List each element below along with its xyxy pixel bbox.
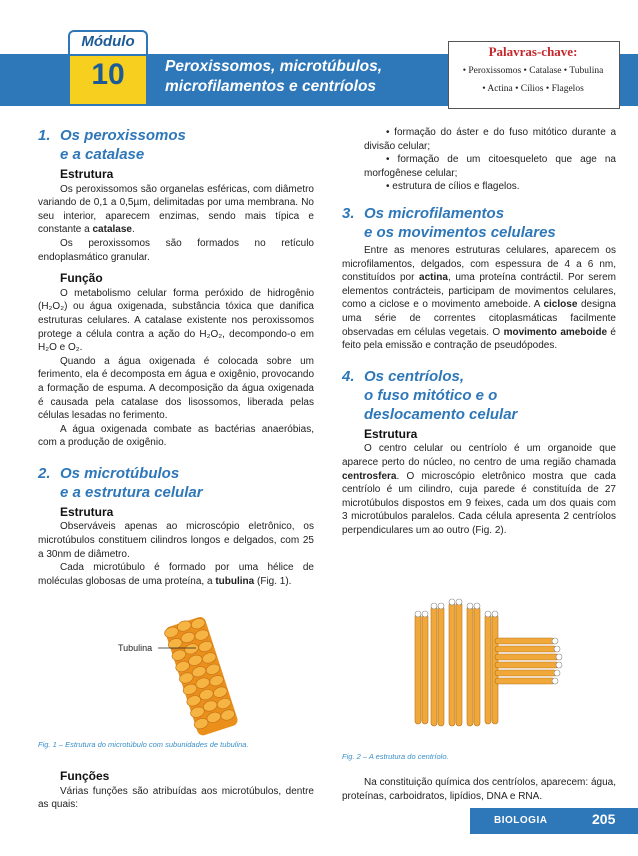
paragraph: Na constituição química dos centríolos, aparecem: água, proteínas, carboidratos, lipídios, DNA e RNA. (342, 777, 616, 802)
microtubule-figure (110, 612, 310, 737)
keywords-line-1: • Peroxissomos • Catalase • Tubulina (462, 66, 604, 76)
figure-2-caption: Fig. 2 – A estrutura do centríolo. (342, 752, 449, 761)
figure-1-caption: Fig. 1 – Estrutura do microtúbulo com subunidades de tubulina. (38, 740, 249, 749)
section-4-heading: 4. Os centríolos, o fuso mitótico e o deslocamento celular (342, 367, 518, 423)
paragraph: Observáveis apenas ao microscópio eletrônico, os microtúbulos constituem cilindros longos e delgados, com 25 a 30nm de diâmetro. (38, 521, 314, 560)
right-column (342, 126, 616, 537)
microtubule-illustration (163, 615, 239, 737)
keywords-line-2: • Actina • Cílios • Flagelos (482, 84, 584, 94)
paragraph: Os peroxissomos são organelas esféricas, com diâmetro variando de 0,1 a 0,5µm, delimitadas por uma membrana. No seu interior, aparecem enzimas, sendo mais típica e constante a catalase. (38, 183, 314, 236)
section-2-estrutura: Estrutura (60, 504, 114, 519)
left-column-bottom (38, 766, 314, 812)
section-1-heading: 1. Os peroxissomos e a catalase (38, 127, 186, 163)
centriole-vertical (415, 599, 498, 726)
tubulina-label: Tubulina (118, 643, 153, 653)
section-4-estrutura: Estrutura (364, 426, 418, 441)
title-line-2: microfilamentos e centríolos (165, 78, 377, 95)
centriole-horizontal (495, 638, 562, 684)
paragraph: Os peroxissomos são formados no retículo endoplasmático granular. (38, 237, 314, 263)
paragraph: O metabolismo celular forma peróxido de hidrogênio (H₂O₂) ou água oxigenada, substância tóxica que danifica estruturas celulares. A catalase existente nos peroxissomos protege a célula contra a ação do H₂O₂, decompondo-o em H₂O e O₂. (38, 287, 314, 354)
centriole-figure (395, 584, 575, 744)
section-3-heading: 3. Os microfilamentos e os movimentos celulares (342, 204, 556, 241)
right-column-bottom (342, 776, 616, 803)
paragraph: Cada microtúbulo é formado por uma hélice de moléculas globosas de uma proteína, a tubulina (Fig. 1). (38, 562, 314, 587)
section-2-heading: 2. Os microtúbulos e a estrutura celular (38, 464, 203, 501)
keywords-title: Palavras-chave: (488, 44, 578, 59)
section-2-funcoes: Funções (60, 769, 110, 783)
paragraph: Várias funções são atribuídas aos microtúbulos, dentre as quais: (38, 785, 314, 811)
paragraph: Entre as menores estruturas celulares, aparecem os microfilamentos, delgados, com espessura de 4 a 6 nm, constituídos por actina, uma proteína contráctil. Por serem elementos contrácteis, participam de movimentos celulares, como a ciclose e o movimento ameboide. A ciclose designa uma série de correntes citoplasmáticas facilmente observadas em células vegetais. O movimento ameboide é feito pela emissão e contração de pseudópodes. (342, 244, 616, 352)
paragraph: Quando a água oxigenada é colocada sobre um ferimento, ela é decomposta em água e oxigênio, provocando a formação de espuma. A decomposição da água oxigenada é causada pela catalase dos lisossomos, liberada pelas células lesadas no ferimento. (38, 355, 314, 422)
paragraph: O centro celular ou centríolo é um organoide que aparece perto do núcleo, no centro de uma região chamada centrosfera. O microscópio eletrônico mostra que cada centríolo é um cilindro, cuja parede é constituída de 27 microtúbulos dispostos em 9 feixes, cada um dos quais com 3 microtúbulos paralelos. Cada célula apresenta 2 centríolos perpendiculares um ao outro (Fig. 2). (342, 443, 616, 536)
section-1-estrutura: Estrutura (60, 167, 114, 181)
title-line-1: Peroxissomos, microtúbulos, (165, 58, 383, 75)
bullet-item: • formação de um citoesqueleto que age na morfogênese celular; (364, 154, 616, 179)
module-label: Módulo (81, 33, 135, 50)
module-number: 10 (91, 58, 125, 91)
left-column (38, 126, 314, 588)
bullet-item: • estrutura de cílios e flagelos. (386, 181, 520, 193)
paragraph: A água oxigenada combate as bactérias anaeróbias, com a produção de oxigênio. (38, 423, 314, 449)
page-title (165, 57, 465, 97)
page-number: 205 (592, 811, 616, 827)
bullet-item: • formação do áster e do fuso mitótico durante a divisão celular; (364, 127, 616, 152)
footer-subject: BIOLOGIA (494, 815, 548, 826)
section-1-funcao: Função (60, 271, 103, 286)
